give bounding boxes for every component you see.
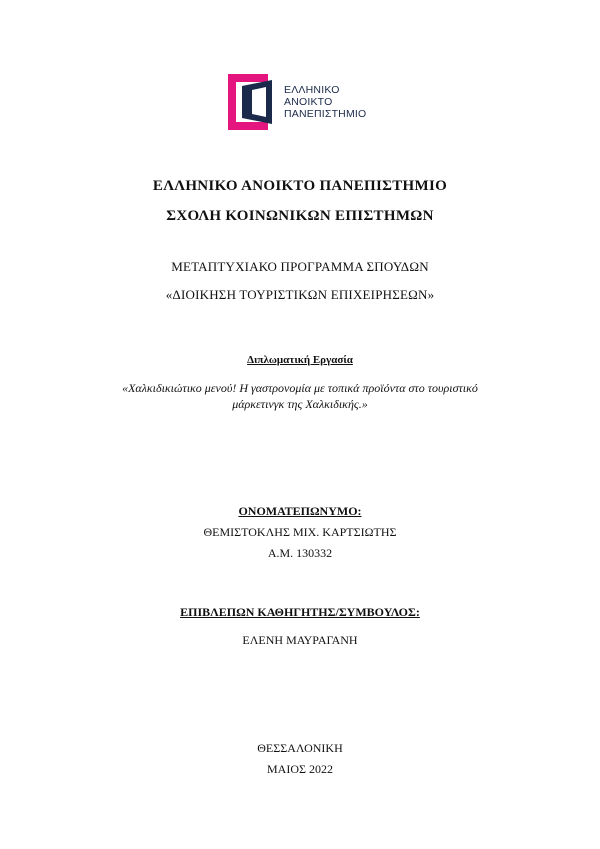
thesis-title-line-2: μάρκετινγκ της Χαλκιδικής.»: [232, 397, 368, 411]
logo-line-2: ΑΝΟΙΚΤΟ: [284, 96, 333, 108]
author-label: ΟΝΟΜΑΤΕΠΩΝΥΜΟ:: [238, 504, 362, 518]
city: ΘΕΣΣΑΛΟΝΙΚΗ: [257, 741, 343, 755]
author-name: ΘΕΜΙΣΤΟΚΛΗΣ ΜΙΧ. ΚΑΡΤΣΙΩΤΗΣ: [203, 525, 397, 539]
program-title: ΜΕΤΑΠΤΥΧΙΑΚΟ ΠΡΟΓΡΑΜΜΑ ΣΠΟΥΔΩΝ: [171, 259, 429, 274]
university-logo: [226, 72, 386, 134]
student-id: Α.Μ. 130332: [267, 546, 333, 560]
university-logo-icon: [226, 72, 278, 132]
thesis-title-line-1: «Χαλκιδικιώτικο μενού! Η γαστρονομία με τοπικά προϊόντα στο τουριστικό: [122, 381, 478, 395]
logo-line-3: ΠΑΝΕΠΙΣΤΗΜΙΟ: [284, 108, 367, 120]
supervisor-label: ΕΠΙΒΛΕΠΩΝ ΚΑΘΗΓΗΤΗΣ/ΣΥΜΒΟΥΛΟΣ:: [180, 605, 420, 619]
logo-line-1: ΕΛΛΗΝΙΚΟ: [284, 84, 340, 96]
logo-wordmark: [284, 84, 366, 120]
school-heading: ΣΧΟΛΗ ΚΟΙΝΩΝΙΚΩΝ ΕΠΙΣΤΗΜΩΝ: [166, 208, 434, 224]
thesis-label: Διπλωματική Εργασία: [247, 354, 353, 366]
university-heading: ΕΛΛΗΝΙΚΟ ΑΝΟΙΚΤΟ ΠΑΝΕΠΙΣΤΗΜΙΟ: [152, 178, 448, 194]
supervisor-name: ΕΛΕΝΗ ΜΑΥΡΑΓΑΝΗ: [242, 633, 358, 647]
date: ΜΑΙΟΣ 2022: [267, 762, 333, 776]
program-name: «ΔΙΟΙΚΗΣΗ ΤΟΥΡΙΣΤΙΚΩΝ ΕΠΙΧΕΙΡΗΣΕΩΝ»: [165, 287, 435, 302]
